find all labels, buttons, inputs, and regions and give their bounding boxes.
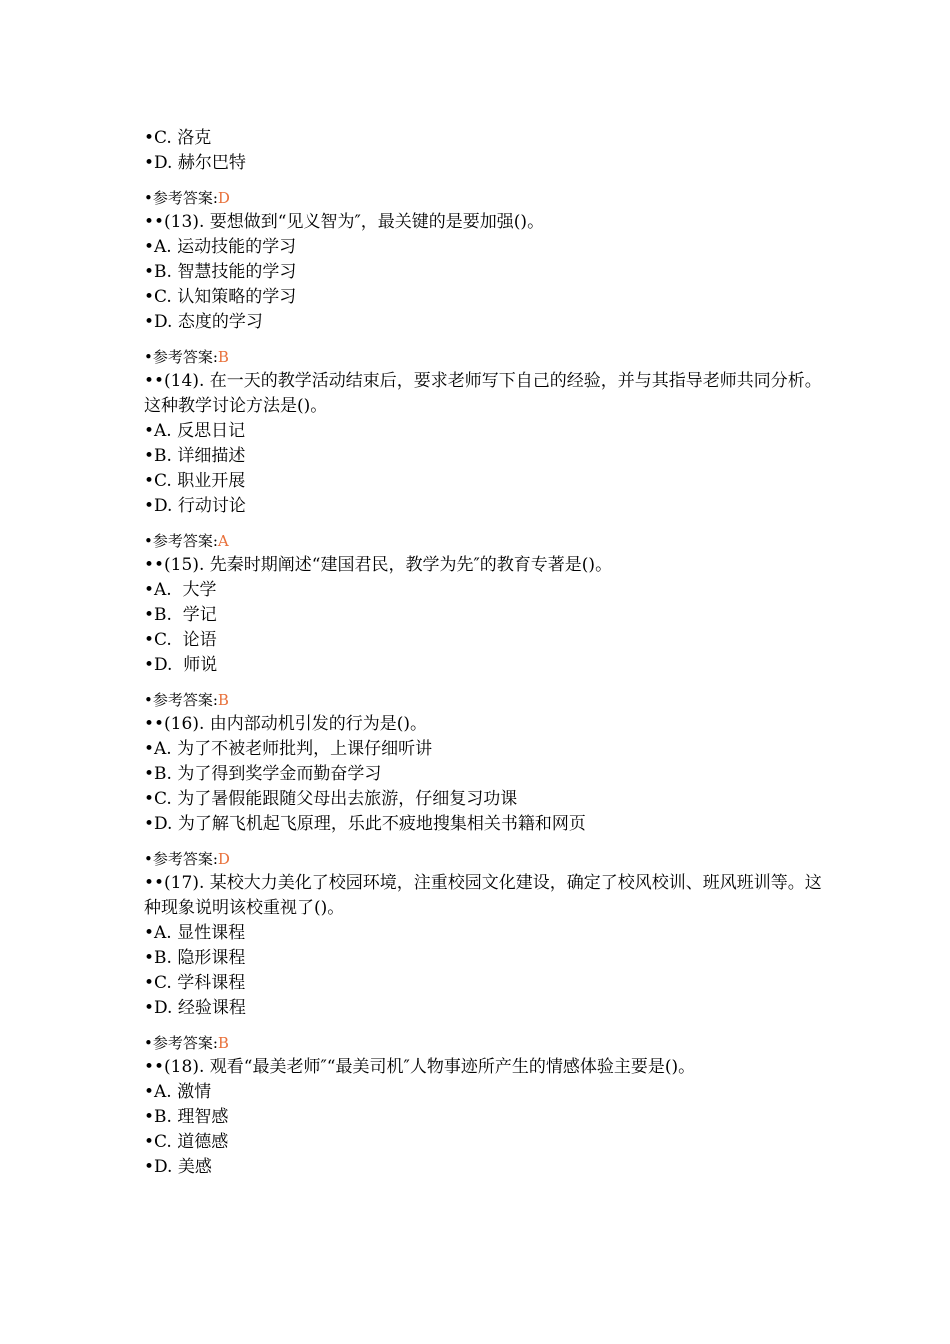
answer-label: •参考答案:	[144, 1034, 218, 1052]
question-17-text: ••(17). 某校大力美化了校园环境，注重校园文化建设，确定了校风校训、班风班训等。这种现象说明该校重视了()。	[144, 873, 822, 918]
question-13-option-d: •D. 态度的学习	[144, 312, 263, 332]
question-16-answer	[144, 847, 824, 871]
question-13-option-c: •C. 认知策略的学习	[144, 287, 297, 307]
question-18-option-a: •A. 激情	[144, 1082, 212, 1102]
question-15-text: ••(15). 先秦时期阐述“建国君民，教学为先″的教育专著是()。	[144, 555, 613, 575]
question-13-text: ••(13). 要想做到“见义智为″，最关键的是要加强()。	[144, 212, 545, 232]
question-18-option-b: •B. 理智感	[144, 1107, 229, 1127]
question-15-option-b: •B. 学记	[144, 605, 217, 625]
answer-label: •参考答案:	[144, 850, 218, 868]
question-16-option-d: •D. 为了解飞机起飞原理，乐此不疲地搜集相关书籍和网页	[144, 814, 586, 834]
answer-value: B	[217, 348, 229, 366]
question-17-option-a: •A. 显性课程	[144, 923, 246, 943]
question-16-text: ••(16). 由内部动机引发的行为是()。	[144, 714, 428, 734]
question-14-answer	[144, 529, 824, 553]
answer-value: B	[217, 1034, 229, 1052]
option-c: •C. 洛克	[144, 128, 212, 148]
question-15-option-a: •A. 大学	[144, 580, 217, 600]
question-17-option-c: •C. 学科课程	[144, 973, 246, 993]
answer-label: •参考答案:	[144, 532, 218, 550]
answer-label: •参考答案:	[144, 348, 218, 366]
question-17-answer	[144, 1031, 824, 1055]
question-14-option-a: •A. 反思日记	[144, 421, 246, 441]
question-15-option-d: •D. 师说	[144, 655, 218, 675]
answer-value: D	[217, 189, 230, 207]
question-13-answer	[144, 345, 824, 369]
question-17-option-d: •D. 经验课程	[144, 998, 246, 1018]
exam-content	[144, 126, 824, 1180]
question-18-text: ••(18). 观看“最美老师″“最美司机″人物事迹所产生的情感体验主要是()。	[144, 1057, 696, 1077]
question-16-option-c: •C. 为了暑假能跟随父母出去旅游，仔细复习功课	[144, 789, 518, 809]
question-13-option-a: •A. 运动技能的学习	[144, 237, 297, 257]
answer-value: A	[217, 532, 229, 550]
question-16-option-b: •B. 为了得到奖学金而勤奋学习	[144, 764, 382, 784]
question-17-option-b: •B. 隐形课程	[144, 948, 246, 968]
question-16-option-a: •A. 为了不被老师批判，上课仔细听讲	[144, 739, 433, 759]
question-15-option-c: •C. 论语	[144, 630, 217, 650]
question-14-option-c: •C. 职业开展	[144, 471, 246, 491]
question-14-text: ••(14). 在一天的教学活动结束后，要求老师写下自己的经验，并与其指导老师共同分析。这种教学讨论方法是()。	[144, 371, 822, 416]
question-14-option-b: •B. 详细描述	[144, 446, 246, 466]
question-18-option-d: •D. 美感	[144, 1157, 212, 1177]
question-14-option-d: •D. 行动讨论	[144, 496, 246, 516]
option-d: •D. 赫尔巴特	[144, 153, 246, 173]
question-18-option-c: •C. 道德感	[144, 1132, 229, 1152]
question-15-answer	[144, 688, 824, 712]
answer-value: D	[217, 850, 230, 868]
question-13-option-b: •B. 智慧技能的学习	[144, 262, 297, 282]
answer-label: •参考答案:	[144, 691, 218, 709]
answer-label: •参考答案:	[144, 189, 218, 207]
answer-value: B	[217, 691, 229, 709]
answer-line	[144, 186, 824, 210]
